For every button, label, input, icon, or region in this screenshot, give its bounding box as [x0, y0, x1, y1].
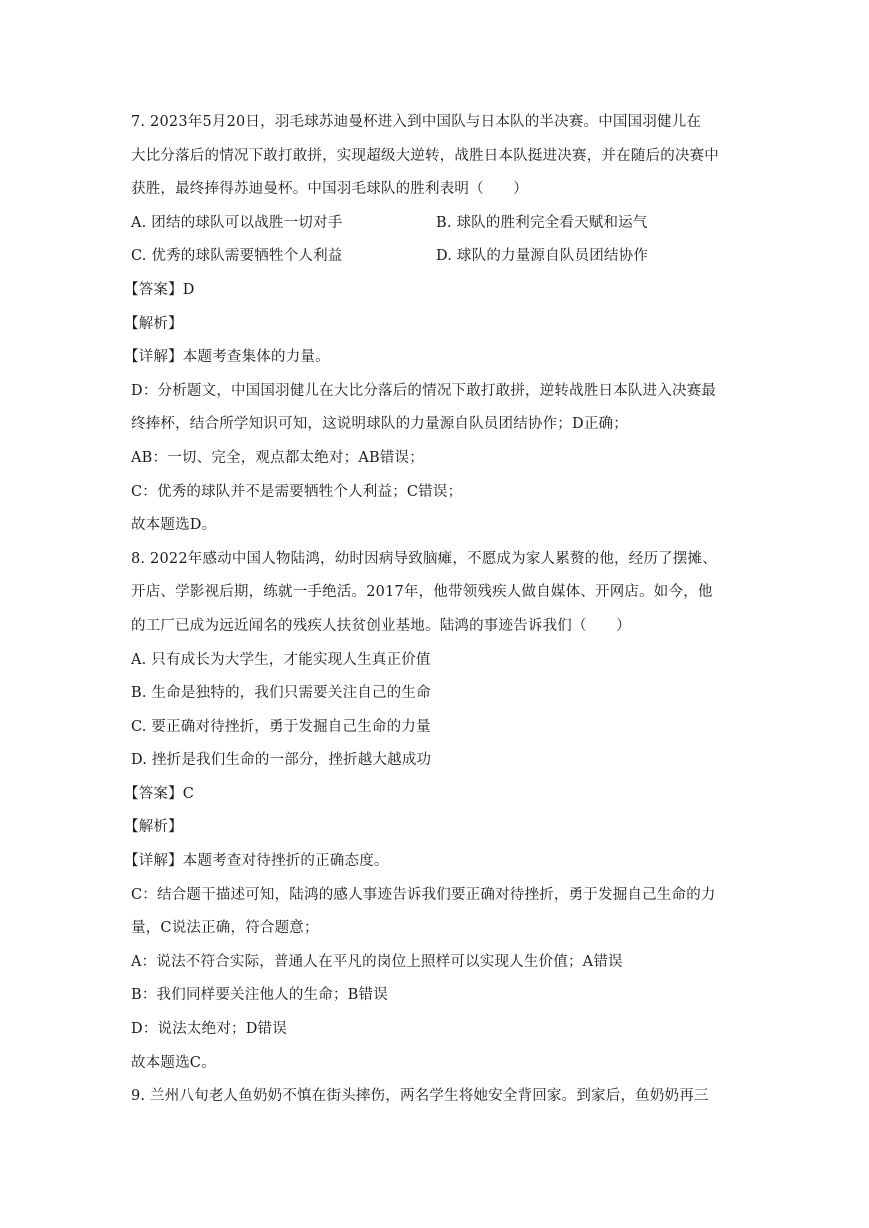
question-8-detail-line-4: B：我们同样要关注他人的生命；B错误	[131, 987, 388, 1004]
question-7-stem-line-3: 获胜，最终捧得苏迪曼杯。中国羽毛球队的胜利表明（ ）	[131, 181, 528, 198]
question-8-conclusion: 故本题选C。	[131, 1054, 216, 1071]
question-7-stem-line-2: 大比分落后的情况下敢打敢拼，实现超级大逆转，战胜日本队挺进决赛，并在随后的决赛中	[131, 147, 719, 164]
question-7-answer: 【答案】D	[124, 281, 195, 298]
question-8-detail-line-2: 量，C说法正确，符合题意；	[131, 920, 319, 937]
question-7-option-d: D. 球队的力量源自队员团结协作	[436, 248, 649, 265]
question-9	[131, 1086, 741, 1106]
question-8-option-d: D. 挫折是我们生命的一部分，挫折越大越成功	[131, 752, 432, 769]
question-8-stem-line-1: 8. 2022年感动中国人物陆鸿，幼时因病导致脑瘫，不愿成为家人累赘的他，经历了摆摊、	[131, 550, 717, 567]
document-page	[124, 112, 741, 1120]
question-7-detail-line-2: 终捧杯，结合所学知识可知，这说明球队的力量源自队员团结协作；D正确；	[131, 416, 628, 433]
question-7-detail-line-1: D：分析题文，中国国羽健儿在大比分落后的情况下敢打敢拼，逆转战胜日本队进入决赛最	[131, 382, 717, 399]
question-8	[124, 549, 741, 1073]
question-8-analysis-heading: 【解析】	[124, 819, 183, 836]
question-9-stem-line-1: 9. 兰州八旬老人鱼奶奶不慎在街头摔伤，两名学生将她安全背回家。到家后，鱼奶奶再三	[131, 1088, 709, 1105]
question-7	[124, 112, 741, 535]
question-7-analysis-heading: 【解析】	[124, 315, 183, 332]
question-8-answer: 【答案】C	[124, 785, 195, 802]
question-8-option-b: B. 生命是独特的，我们只需要关注自己的生命	[131, 685, 431, 702]
question-8-detail-line-1: C：结合题干描述可知，陆鸿的感人事迹告诉我们要正确对待挫折，勇于发掘自己生命的力	[131, 886, 716, 903]
question-8-stem-line-3: 的工厂已成为远近闻名的残疾人扶贫创业基地。陆鸿的事迹告诉我们（ ）	[131, 617, 631, 634]
question-7-options-row-2	[131, 246, 741, 266]
question-7-stem-line-1: 7. 2023年5月20日，羽毛球苏迪曼杯进入到中国队与日本队的半决赛。中国国羽健儿在	[131, 114, 702, 130]
question-8-detail-line-3: A：说法不符合实际，普通人在平凡的岗位上照样可以实现人生价值；A错误	[131, 953, 623, 970]
question-7-detail-heading: 【详解】本题考查集体的力量。	[124, 349, 330, 366]
question-7-options-row-1	[131, 213, 741, 233]
question-7-option-b: B. 球队的胜利完全看天赋和运气	[436, 214, 648, 231]
question-8-option-c: C. 要正确对待挫折，勇于发掘自己生命的力量	[131, 718, 431, 735]
question-7-detail-line-3: AB：一切、完全，观点都太绝对；AB错误；	[131, 449, 424, 466]
question-8-detail-line-5: D：说法太绝对；D错误	[131, 1021, 287, 1038]
question-8-option-a: A. 只有成长为大学生，才能实现人生真正价值	[131, 651, 431, 668]
question-7-option-a: A. 团结的球队可以战胜一切对手	[131, 214, 343, 231]
question-7-conclusion: 故本题选D。	[131, 517, 217, 534]
question-7-option-c: C. 优秀的球队需要牺牲个人利益	[131, 248, 343, 265]
question-7-detail-line-4: C：优秀的球队并不是需要牺牲个人利益；C错误；	[131, 483, 463, 500]
question-8-stem-line-2: 开店、学影视后期，练就一手绝活。2017年，他带领残疾人做自媒体、开网店。如今，他	[131, 584, 713, 601]
question-8-detail-heading: 【详解】本题考查对待挫折的正确态度。	[124, 853, 389, 870]
